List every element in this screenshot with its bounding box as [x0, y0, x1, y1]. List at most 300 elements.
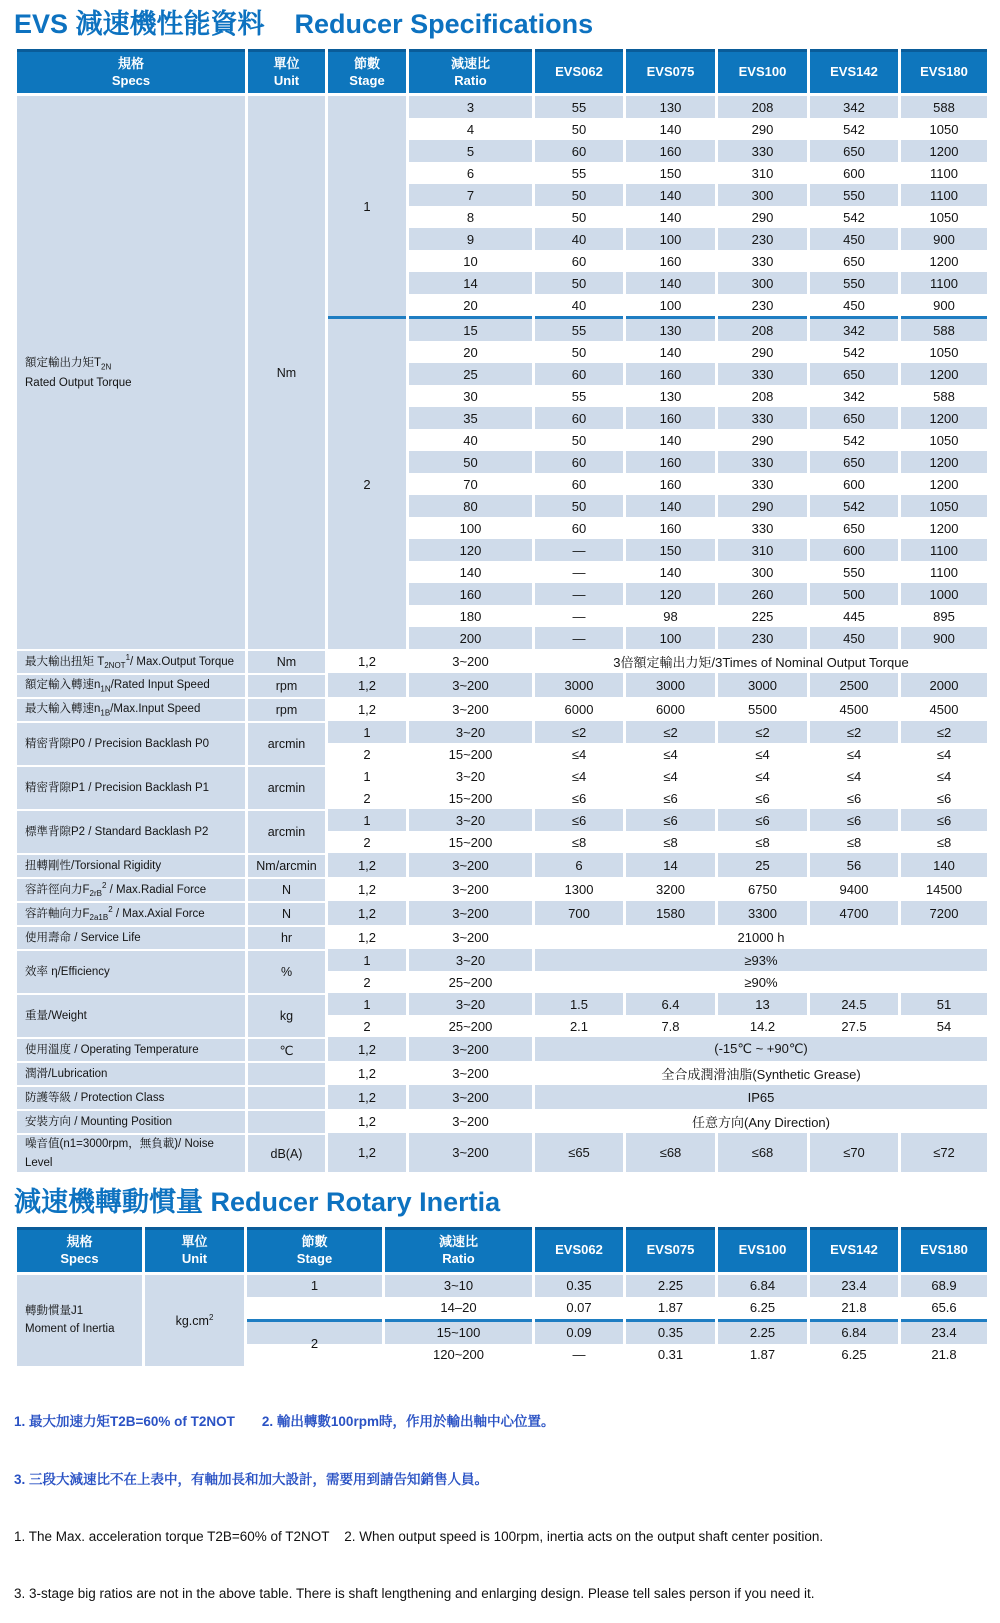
value-cell: ≤8: [626, 831, 715, 853]
value-cell: 1050: [901, 206, 987, 228]
value-cell: 310: [718, 162, 807, 184]
ratio-cell: 180: [409, 605, 532, 627]
ratio-cell: 5: [409, 140, 532, 162]
value-cell: 51: [901, 993, 987, 1015]
value-cell: 3300: [718, 901, 807, 925]
unit-cell: hr: [248, 925, 325, 949]
value-cell: 290: [718, 206, 807, 228]
value-cell: 54: [901, 1015, 987, 1037]
ratio-cell: 3~20: [409, 993, 532, 1015]
value-cell: ≤68: [626, 1133, 715, 1172]
value-cell: 55: [535, 96, 623, 118]
table-row: [17, 673, 987, 697]
col-header-ratio-en: Ratio: [442, 1250, 475, 1266]
value-cell: 1580: [626, 901, 715, 925]
stage-cell: 1,2: [328, 1037, 406, 1061]
value-cell: 150: [626, 539, 715, 561]
value-cell: —: [535, 627, 623, 649]
value-cell: 50: [535, 118, 623, 140]
value-cell: ≤4: [535, 765, 623, 787]
unit-cell: arcmin: [248, 809, 325, 853]
header-row: [17, 49, 987, 97]
value-cell: 290: [718, 495, 807, 517]
value-cell: 60: [535, 363, 623, 385]
value-cell: 160: [626, 517, 715, 539]
value-cell: 21.8: [810, 1297, 898, 1319]
col-header-ratio-en: Ratio: [454, 72, 487, 88]
merged-value-cell: 3倍額定輸出力矩/3Times of Nominal Output Torque: [535, 649, 987, 673]
value-cell: ≤4: [901, 765, 987, 787]
ratio-cell: 50: [409, 451, 532, 473]
value-cell: 330: [718, 250, 807, 272]
value-cell: 600: [810, 539, 898, 561]
unit-cell: arcmin: [248, 721, 325, 765]
value-cell: 1000: [901, 583, 987, 605]
value-cell: 208: [718, 316, 807, 341]
value-cell: 1.87: [718, 1344, 807, 1366]
table-row: [17, 96, 987, 118]
ratio-cell: 9: [409, 228, 532, 250]
stage-cell: 1,2: [328, 1109, 406, 1133]
value-cell: 230: [718, 228, 807, 250]
value-cell: 1050: [901, 341, 987, 363]
ratio-cell: 3~200: [409, 673, 532, 697]
unit-cell: N: [248, 877, 325, 901]
value-cell: ≤4: [901, 743, 987, 765]
value-cell: 330: [718, 451, 807, 473]
value-cell: 140: [626, 184, 715, 206]
value-cell: ≤4: [535, 743, 623, 765]
value-cell: 230: [718, 627, 807, 649]
col-header-unit-en: Unit: [273, 72, 300, 88]
col-header-specs-zh: 規格: [117, 55, 144, 71]
value-cell: 68.9: [901, 1275, 987, 1297]
value-cell: 4700: [810, 901, 898, 925]
spec-label-cell: 最大輸出扭矩 $T_{2NOT}^1/$ Max.Output Torque: [17, 649, 245, 673]
value-cell: 23.4: [901, 1319, 987, 1344]
ratio-cell: 3~200: [409, 1133, 532, 1172]
ratio-cell: 6: [409, 162, 532, 184]
col-header-specs: [17, 49, 245, 97]
stage-cell: 1,2: [328, 1061, 406, 1085]
page-title: [14, 10, 1000, 40]
unit-cell: dB(A): [248, 1133, 325, 1172]
value-cell: 3000: [718, 673, 807, 697]
spec-label-cell: 效率 η/Efficiency: [17, 949, 245, 993]
unit-cell: [248, 1109, 325, 1133]
merged-value-cell: IP65: [535, 1085, 987, 1109]
ratio-cell: 14–20: [385, 1297, 532, 1319]
table-row: [17, 721, 987, 743]
value-cell: ≤8: [718, 831, 807, 853]
value-cell: 1100: [901, 184, 987, 206]
value-cell: ≤6: [718, 787, 807, 809]
value-cell: 700: [535, 901, 623, 925]
value-cell: ≤6: [810, 809, 898, 831]
col-header-stage: [328, 49, 406, 97]
value-cell: 330: [718, 473, 807, 495]
col-header-stage: [247, 1227, 382, 1275]
merged-value-cell: (-15℃ ~ +90℃): [535, 1037, 987, 1061]
value-cell: 23.4: [810, 1275, 898, 1297]
ratio-cell: 3~200: [409, 901, 532, 925]
ratio-cell: 35: [409, 407, 532, 429]
value-cell: ≤4: [718, 743, 807, 765]
value-cell: 550: [810, 561, 898, 583]
ratio-cell: 8: [409, 206, 532, 228]
ratio-cell: 200: [409, 627, 532, 649]
value-cell: ≤6: [535, 787, 623, 809]
value-cell: 1200: [901, 451, 987, 473]
value-cell: ≤4: [626, 743, 715, 765]
value-cell: 100: [626, 294, 715, 316]
value-cell: 290: [718, 341, 807, 363]
value-cell: 310: [718, 539, 807, 561]
ratio-cell: 30: [409, 385, 532, 407]
value-cell: 60: [535, 517, 623, 539]
value-cell: 550: [810, 272, 898, 294]
value-cell: 160: [626, 250, 715, 272]
value-cell: ≤6: [535, 809, 623, 831]
value-cell: 160: [626, 451, 715, 473]
value-cell: —: [535, 1344, 623, 1366]
ratio-cell: 3~20: [409, 721, 532, 743]
merged-value-cell: 21000 h: [535, 925, 987, 949]
col-header-unit-en: Unit: [181, 1250, 208, 1266]
value-cell: 650: [810, 140, 898, 162]
ratio-cell: 3~200: [409, 877, 532, 901]
value-cell: 2.25: [626, 1275, 715, 1297]
value-cell: 140: [901, 853, 987, 877]
stage-cell: 2: [328, 971, 406, 993]
value-cell: 60: [535, 473, 623, 495]
value-cell: 60: [535, 407, 623, 429]
value-cell: 1.5: [535, 993, 623, 1015]
value-cell: 650: [810, 363, 898, 385]
value-cell: —: [535, 605, 623, 627]
value-cell: 290: [718, 429, 807, 451]
value-cell: 50: [535, 206, 623, 228]
value-cell: 6.84: [810, 1319, 898, 1344]
value-cell: 1050: [901, 429, 987, 451]
value-cell: 55: [535, 385, 623, 407]
unit-cell: rpm: [248, 697, 325, 721]
col-header-ratio-zh: 減速比: [438, 1233, 478, 1249]
value-cell: 50: [535, 341, 623, 363]
ratio-cell: 3~200: [409, 925, 532, 949]
table-row: [17, 925, 987, 949]
table-row: [17, 853, 987, 877]
value-cell: 230: [718, 294, 807, 316]
unit-cell: $kg.cm^2$: [145, 1275, 244, 1366]
col-header-model-evs100: EVS100: [718, 49, 807, 97]
spec-label-cell: 額定輸入轉速$n_{1N}$/Rated Input Speed: [17, 673, 245, 697]
stage-cell: 2: [328, 743, 406, 765]
col-header-stage-en: Stage: [296, 1250, 333, 1266]
value-cell: 160: [626, 363, 715, 385]
value-cell: 55: [535, 316, 623, 341]
spec-label-cell: 使用溫度 / Operating Temperature: [17, 1037, 245, 1061]
spec-label-cell: 容許徑向力$F_{2rB}^2$ / Max.Radial Force: [17, 877, 245, 901]
merged-value-cell: 全合成潤滑油脂(Synthetic Grease): [535, 1061, 987, 1085]
value-cell: 290: [718, 118, 807, 140]
value-cell: 2000: [901, 673, 987, 697]
stage-cell: 2: [328, 316, 406, 649]
value-cell: ≤8: [535, 831, 623, 853]
spec-label-cell: 轉動慣量J1 Moment of Inertia: [17, 1275, 142, 1366]
col-header-model-evs142: EVS142: [810, 1227, 898, 1275]
value-cell: 588: [901, 96, 987, 118]
value-cell: ≤6: [901, 809, 987, 831]
spec-label-cell: 額定輸出力矩$T_{2N}$ Rated Output Torque: [17, 96, 245, 649]
value-cell: 98: [626, 605, 715, 627]
value-cell: ≤65: [535, 1133, 623, 1172]
inertia-title-en: Reducer Rotary Inertia: [210, 1187, 501, 1218]
merged-value-cell: ≥90%: [535, 971, 987, 993]
value-cell: 260: [718, 583, 807, 605]
table-row: [17, 949, 987, 971]
col-header-unit-zh: 單位: [273, 55, 300, 71]
ratio-cell: 70: [409, 473, 532, 495]
unit-cell: Nm: [248, 96, 325, 649]
ratio-cell: 3~200: [409, 1109, 532, 1133]
ratio-cell: 3~20: [409, 809, 532, 831]
col-header-stage-zh: 節數: [353, 55, 380, 71]
value-cell: 1050: [901, 118, 987, 140]
value-cell: 6000: [626, 697, 715, 721]
value-cell: 1100: [901, 539, 987, 561]
footnote-en-2: 3. 3-stage big ratios are not in the above table. There is shaft lengthening and enlarging design. Please tell sales person if you need it.: [14, 1586, 815, 1602]
value-cell: 9400: [810, 877, 898, 901]
ratio-cell: 3: [409, 96, 532, 118]
col-header-ratio: [409, 49, 532, 97]
value-cell: 300: [718, 272, 807, 294]
ratio-cell: 10: [409, 250, 532, 272]
value-cell: 330: [718, 517, 807, 539]
ratio-cell: 3~200: [409, 697, 532, 721]
unit-cell: %: [248, 949, 325, 993]
inertia-title: [14, 1188, 1000, 1218]
value-cell: 140: [626, 429, 715, 451]
footnote-zh-2: 3. 三段大減速比不在上表中，有軸加長和加大設計，需要用到請告知銷售人員。: [14, 1471, 489, 1487]
ratio-cell: 100: [409, 517, 532, 539]
value-cell: 208: [718, 96, 807, 118]
value-cell: 4500: [810, 697, 898, 721]
value-cell: 342: [810, 316, 898, 341]
footnote-zh-1: 1. 最大加速力矩T2B=60% of T2NOT 2. 輸出轉數100rpm時，作用於輸出軸中心位置。: [14, 1414, 555, 1430]
value-cell: 140: [626, 561, 715, 583]
ratio-cell: 160: [409, 583, 532, 605]
value-cell: 330: [718, 363, 807, 385]
value-cell: 650: [810, 451, 898, 473]
stage-cell: 2: [247, 1319, 382, 1366]
value-cell: 50: [535, 495, 623, 517]
value-cell: 342: [810, 385, 898, 407]
value-cell: 1200: [901, 363, 987, 385]
table-row: [17, 901, 987, 925]
inertia-table-body: [17, 1275, 987, 1366]
col-header-model-evs075: EVS075: [626, 1227, 715, 1275]
table-row: [17, 993, 987, 1015]
page-title-zh: EVS 減速機性能資料: [14, 9, 265, 39]
stage-cell: 1: [247, 1275, 382, 1297]
unit-cell: ℃: [248, 1037, 325, 1061]
ratio-cell: 14: [409, 272, 532, 294]
unit-cell: rpm: [248, 673, 325, 697]
col-header-specs-en: Specs: [60, 1250, 99, 1266]
value-cell: 2.1: [535, 1015, 623, 1037]
value-cell: 40: [535, 294, 623, 316]
value-cell: 450: [810, 228, 898, 250]
ratio-cell: 3~200: [409, 1085, 532, 1109]
value-cell: 550: [810, 184, 898, 206]
table-row: [17, 1109, 987, 1133]
col-header-model-evs062: EVS062: [535, 1227, 623, 1275]
value-cell: 330: [718, 140, 807, 162]
value-cell: ≤8: [901, 831, 987, 853]
value-cell: ≤2: [535, 721, 623, 743]
stage-cell: 1: [328, 809, 406, 831]
value-cell: 3000: [535, 673, 623, 697]
value-cell: 6000: [535, 697, 623, 721]
stage-cell: 1,2: [328, 673, 406, 697]
ratio-cell: 3~200: [409, 1037, 532, 1061]
ratio-cell: 20: [409, 341, 532, 363]
value-cell: 56: [810, 853, 898, 877]
value-cell: 1100: [901, 272, 987, 294]
ratio-cell: 3~20: [409, 949, 532, 971]
value-cell: 0.09: [535, 1319, 623, 1344]
ratio-cell: 120: [409, 539, 532, 561]
col-header-stage-en: Stage: [349, 72, 385, 88]
value-cell: 1200: [901, 473, 987, 495]
value-cell: 588: [901, 316, 987, 341]
table-row: [17, 1275, 987, 1297]
header-row: [17, 1227, 987, 1275]
value-cell: 650: [810, 517, 898, 539]
value-cell: 160: [626, 407, 715, 429]
value-cell: 100: [626, 627, 715, 649]
table-row: [17, 1085, 987, 1109]
ratio-cell: 3~20: [409, 765, 532, 787]
value-cell: ≤8: [810, 831, 898, 853]
value-cell: 542: [810, 206, 898, 228]
value-cell: 140: [626, 495, 715, 517]
inertia-title-zh: 減速機轉動慣量: [14, 1187, 203, 1218]
stage-cell: 1,2: [328, 1133, 406, 1172]
value-cell: ≤70: [810, 1133, 898, 1172]
ratio-cell: 3~200: [409, 853, 532, 877]
value-cell: 330: [718, 407, 807, 429]
ratio-cell: 3~200: [409, 649, 532, 673]
col-header-unit: [145, 1227, 244, 1275]
page-title-en: Reducer Specifications: [294, 9, 594, 39]
col-header-ratio: [385, 1227, 532, 1275]
ratio-cell: 25: [409, 363, 532, 385]
table-row: [17, 877, 987, 901]
value-cell: 900: [901, 627, 987, 649]
spec-label-cell: 標準背隙P2 / Standard Backlash P2: [17, 809, 245, 853]
value-cell: ≤6: [901, 787, 987, 809]
value-cell: 7200: [901, 901, 987, 925]
value-cell: 14.2: [718, 1015, 807, 1037]
value-cell: 542: [810, 429, 898, 451]
spec-label-cell: 防護等級 / Protection Class: [17, 1085, 245, 1109]
value-cell: 900: [901, 228, 987, 250]
ratio-cell: 80: [409, 495, 532, 517]
value-cell: 1050: [901, 495, 987, 517]
value-cell: 1200: [901, 140, 987, 162]
value-cell: 150: [626, 162, 715, 184]
value-cell: 100: [626, 228, 715, 250]
value-cell: 600: [810, 162, 898, 184]
value-cell: 14: [626, 853, 715, 877]
value-cell: 208: [718, 385, 807, 407]
merged-value-cell: 任意方向(Any Direction): [535, 1109, 987, 1133]
footnotes: [14, 1374, 1000, 1623]
value-cell: ≤2: [718, 721, 807, 743]
value-cell: 6750: [718, 877, 807, 901]
stage-cell: 2: [328, 1015, 406, 1037]
unit-cell: Nm: [248, 649, 325, 673]
stage-cell: 1,2: [328, 1085, 406, 1109]
value-cell: —: [535, 583, 623, 605]
value-cell: 60: [535, 250, 623, 272]
value-cell: 6.4: [626, 993, 715, 1015]
ratio-cell: 120~200: [385, 1344, 532, 1366]
value-cell: 140: [626, 206, 715, 228]
col-header-specs: [17, 1227, 142, 1275]
table-row: [17, 765, 987, 787]
col-header-unit: [248, 49, 325, 97]
value-cell: 450: [810, 627, 898, 649]
value-cell: 6.25: [718, 1297, 807, 1319]
value-cell: 6.84: [718, 1275, 807, 1297]
spec-label-cell: 重量/Weight: [17, 993, 245, 1037]
col-header-model-evs062: EVS062: [535, 49, 623, 97]
value-cell: 650: [810, 250, 898, 272]
spec-label-cell: 使用壽命 / Service Life: [17, 925, 245, 949]
value-cell: 225: [718, 605, 807, 627]
value-cell: 7.8: [626, 1015, 715, 1037]
stage-cell: 1,2: [328, 877, 406, 901]
value-cell: 140: [626, 341, 715, 363]
reducer-specifications-table: [14, 49, 990, 1173]
spec-label-cell: 噪音值(n1=3000rpm，無負載)/ Noise Level: [17, 1133, 245, 1172]
value-cell: 588: [901, 385, 987, 407]
unit-cell: [248, 1061, 325, 1085]
stage-cell: 1,2: [328, 901, 406, 925]
value-cell: 445: [810, 605, 898, 627]
value-cell: 1100: [901, 162, 987, 184]
value-cell: 40: [535, 228, 623, 250]
col-header-model-evs180: EVS180: [901, 49, 987, 97]
value-cell: ≤72: [901, 1133, 987, 1172]
value-cell: ≤2: [810, 721, 898, 743]
spec-label-cell: 容許軸向力$F_{2a1B}^2$ / Max.Axial Force: [17, 901, 245, 925]
ratio-cell: 140: [409, 561, 532, 583]
value-cell: 160: [626, 473, 715, 495]
ratio-cell: 15~200: [409, 743, 532, 765]
value-cell: 300: [718, 561, 807, 583]
value-cell: 1200: [901, 250, 987, 272]
value-cell: 2.25: [718, 1319, 807, 1344]
spec-label-cell: 精密背隙P0 / Precision Backlash P0: [17, 721, 245, 765]
spec-table-body: [17, 96, 987, 1172]
spec-label-cell: 最大輸入轉速$n_{1B}/Max.Input$ Speed: [17, 697, 245, 721]
value-cell: 3000: [626, 673, 715, 697]
value-cell: ≤6: [718, 809, 807, 831]
